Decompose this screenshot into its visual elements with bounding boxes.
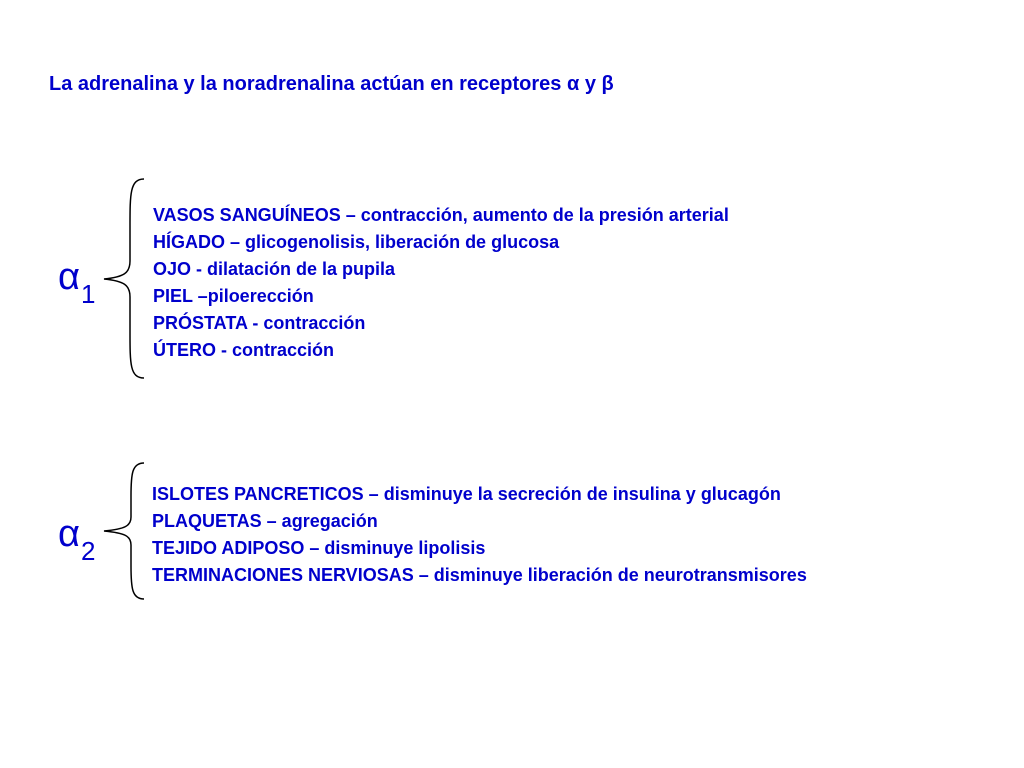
list-item: PLAQUETAS – agregación [152, 511, 378, 531]
alpha2-brace-icon [100, 460, 150, 602]
alpha1-effects-list [153, 202, 729, 364]
alpha1-receptor-label [58, 256, 96, 309]
slide-title: La adrenalina y la noradrenalina actúan en receptores α y β [49, 73, 614, 95]
list-item: PRÓSTATA - contracción [153, 313, 366, 333]
alpha1-symbol: α [58, 256, 80, 298]
alpha2-symbol: α [58, 513, 80, 555]
alpha2-effects-list [152, 481, 807, 589]
alpha1-subscript: 1 [80, 279, 96, 309]
list-item: PIEL –piloerección [153, 286, 314, 306]
list-item: ÚTERO - contracción [153, 340, 335, 360]
alpha1-brace-icon [100, 176, 150, 381]
list-item: HÍGADO – glicogenolisis, liberación de glucosa [153, 232, 560, 252]
list-item: OJO - dilatación de la pupila [153, 259, 396, 279]
list-item: TERMINACIONES NERVIOSAS – disminuye liberación de neurotransmisores [152, 565, 807, 585]
list-item: ISLOTES PANCRETICOS – disminuye la secreción de insulina y glucagón [152, 484, 781, 504]
list-item: VASOS SANGUÍNEOS – contracción, aumento de la presión arterial [153, 205, 729, 225]
list-item: TEJIDO ADIPOSO – disminuye lipolisis [152, 538, 486, 558]
alpha2-receptor-label [58, 513, 96, 566]
alpha2-subscript: 2 [80, 536, 96, 566]
